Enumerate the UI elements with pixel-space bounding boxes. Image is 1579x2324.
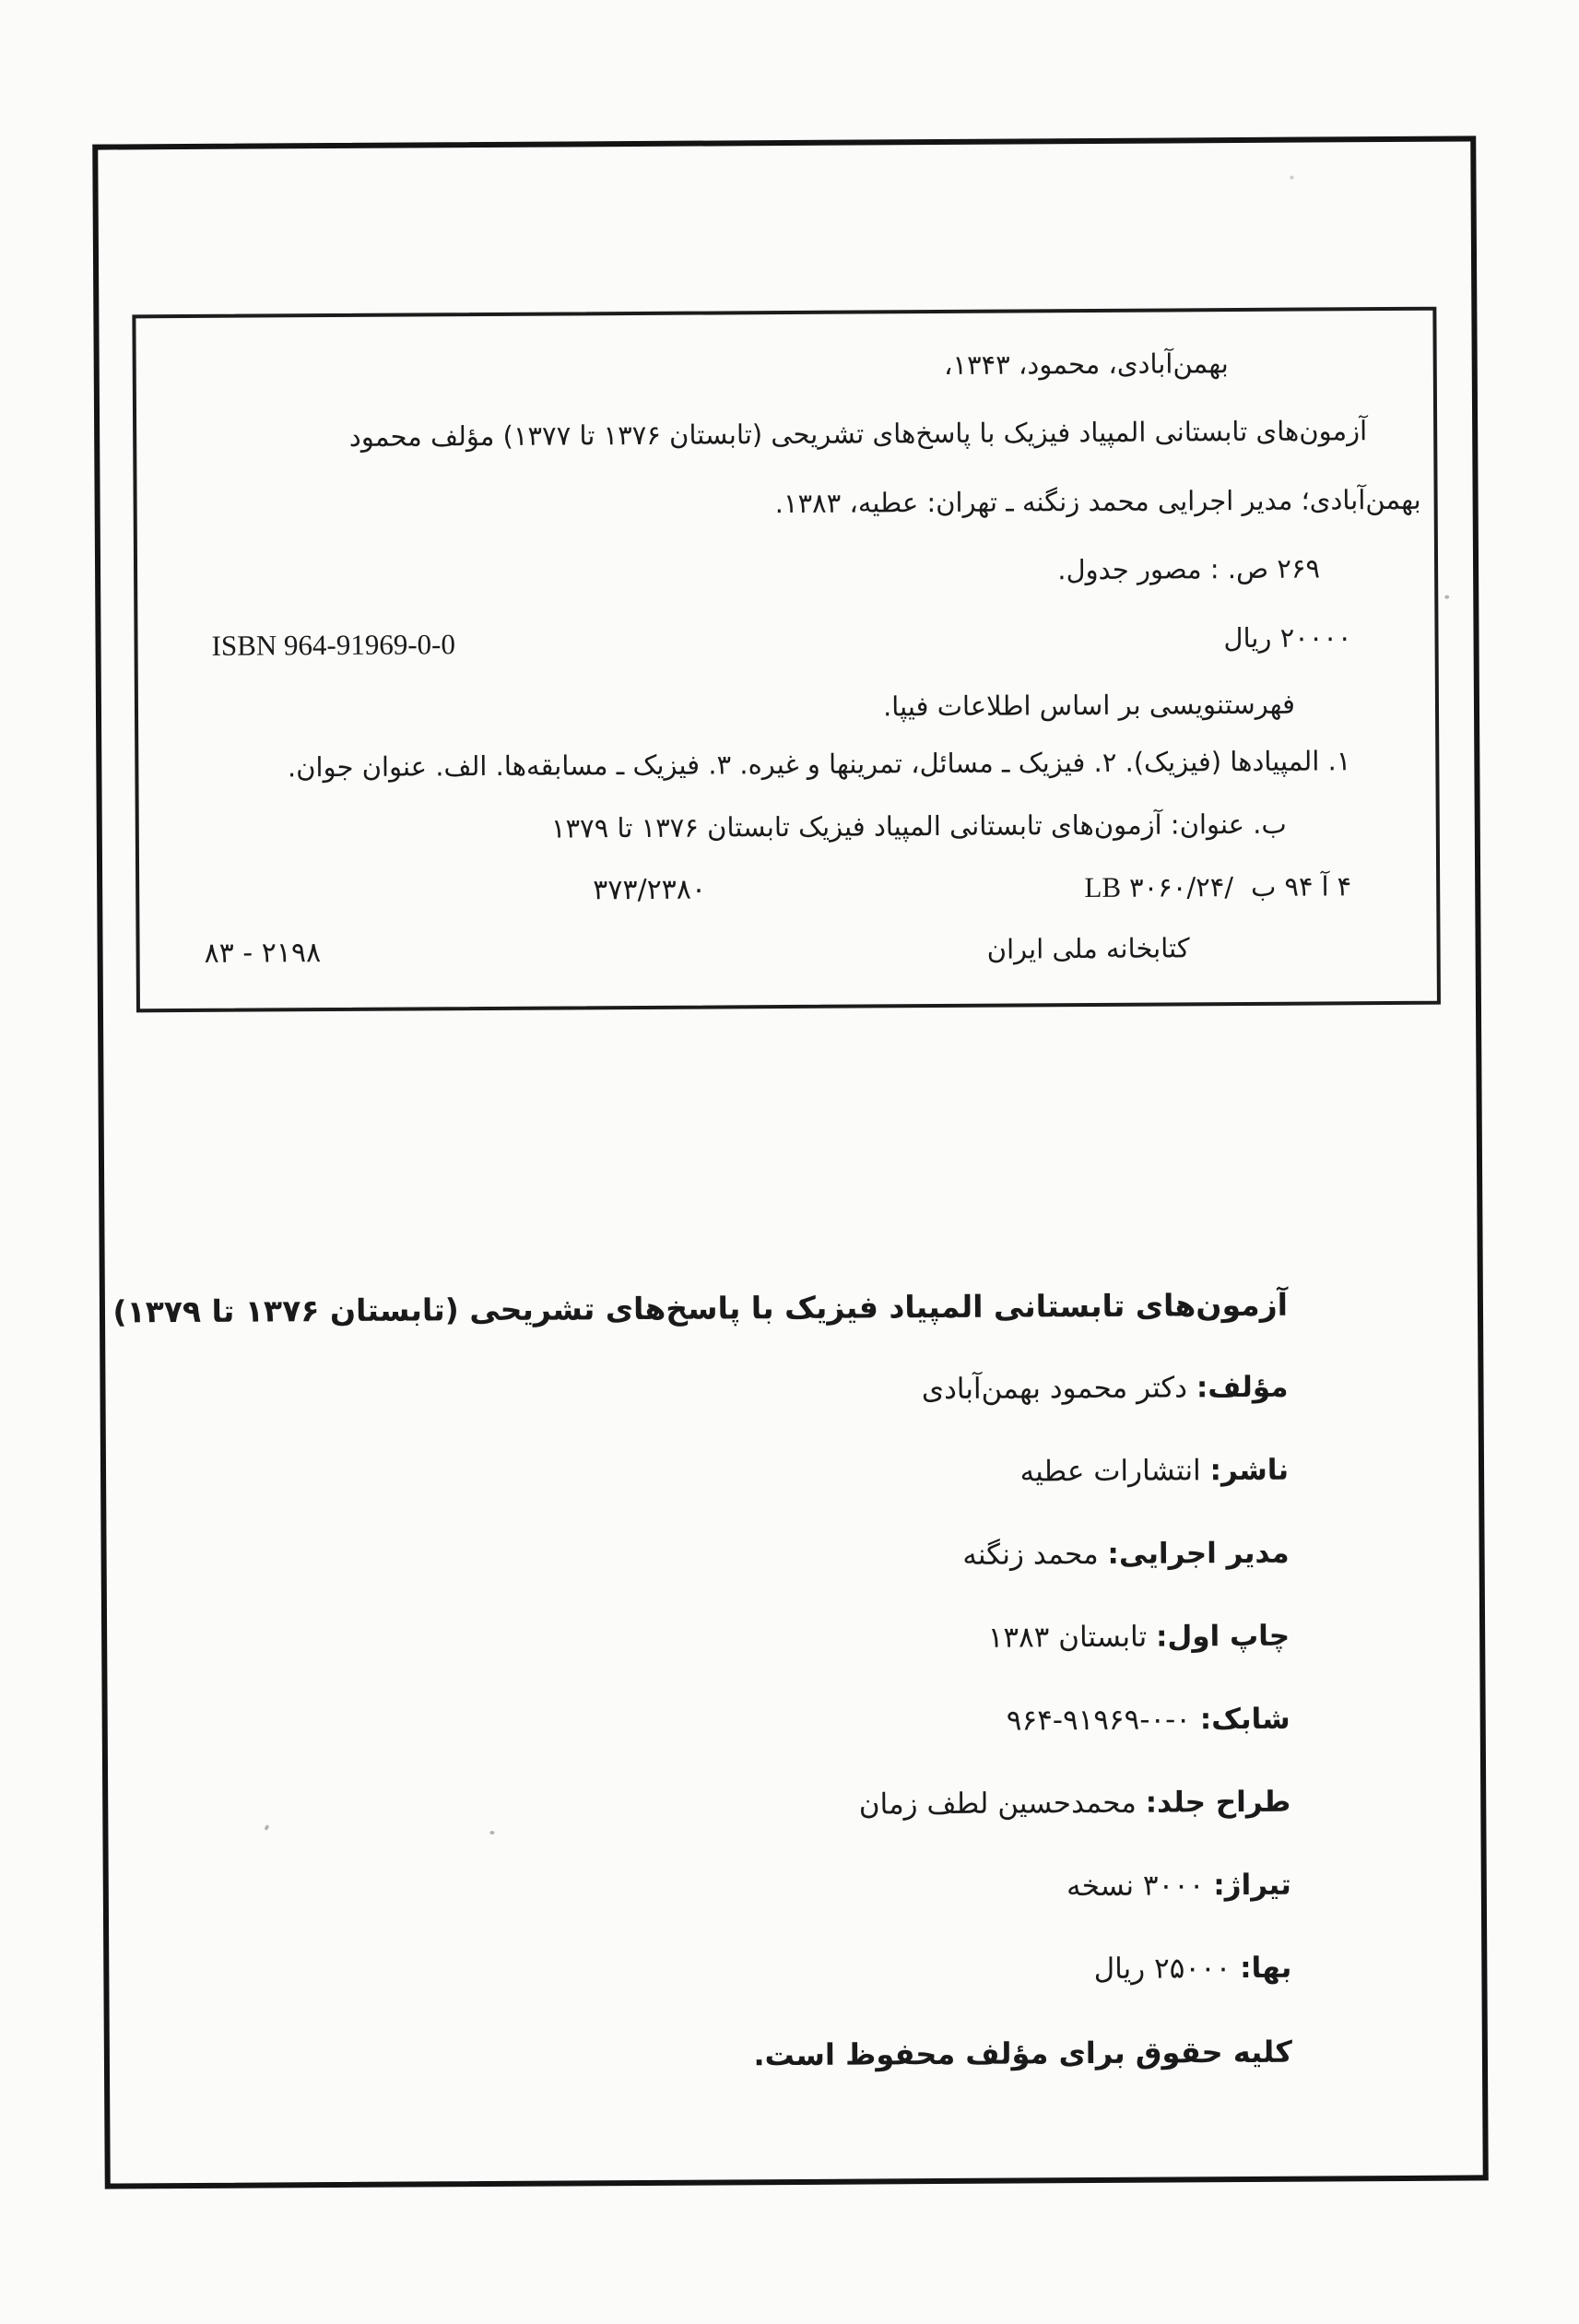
isbn-value: ۹۶۴-۹۱۹۶۹-۰-۰: [1006, 1703, 1192, 1738]
pub-row-isbn: [163, 1702, 1290, 1743]
pub-row-executive-director: [162, 1536, 1290, 1577]
cip-record-number: ۸۳ - ۲۱۹۸: [204, 937, 322, 970]
isbn-label: شابک:: [1199, 1702, 1290, 1737]
cip-title-statement-continued: بهمن‌آبادی؛ مدیر اجرایی محمد زنگنه ـ تهران: عطیه، ۱۳۸۳.: [774, 483, 1421, 520]
pub-row-publisher: [161, 1453, 1289, 1494]
page-border: [92, 136, 1489, 2188]
cip-price: ۲۰۰۰۰ ریال: [1223, 621, 1352, 655]
cover-designer-label: طراح جلد:: [1145, 1785, 1291, 1820]
scan-noise-speck: [1290, 176, 1293, 180]
author-label: مؤلف:: [1196, 1370, 1289, 1405]
pub-row-print-run: [164, 1868, 1291, 1909]
cover-designer-value: محمدحسین لطف زمان: [858, 1786, 1137, 1822]
price-value: ۲۵۰۰۰ ریال: [1093, 1952, 1231, 1987]
book-title: آزمون‌های تابستانی المپیاد فیزیک با پاسخ‌های تشریحی (تابستان ۱۳۷۶ تا ۱۳۷۹): [112, 1286, 1289, 1330]
publisher-label: ناشر:: [1209, 1453, 1290, 1488]
first-edition-value: تابستان ۱۳۸۳: [987, 1620, 1148, 1655]
rights-notice: کلیه حقوق برای مؤلف محفوظ است.: [753, 2034, 1293, 2073]
cip-fipa-note: فهرستنویسی بر اساس اطلاعات فیپا.: [882, 688, 1296, 723]
lc-work-letter: آ: [1321, 870, 1329, 902]
author-value: دکتر محمود بهمن‌آبادی: [921, 1371, 1188, 1407]
cip-collation: ۲۶۹ ص. : مصور جدول.: [1057, 552, 1321, 586]
cip-national-library: کتابخانه ملی ایران: [986, 932, 1190, 965]
scan-noise-speck: [489, 1831, 494, 1834]
cip-lc-call-number: [1084, 867, 1351, 906]
lc-class-number: ۳۰۶۰/۲۴/: [1128, 871, 1234, 903]
cip-title-statement: آزمون‌های تابستانی المپیاد فیزیک با پاسخ‌های تشریحی (تابستان ۱۳۷۶ تا ۱۳۷۷) مؤلف محمود: [348, 415, 1368, 453]
cip-dewey-number: ۳۷۳/۲۳۸۰: [593, 873, 707, 907]
first-edition-label: چاپ اول:: [1155, 1619, 1290, 1654]
lc-work-number: ۴: [1337, 870, 1352, 902]
cip-catalog-box: [132, 307, 1441, 1013]
lc-cutter-number: ۹۴: [1284, 870, 1314, 902]
cip-author-heading: بهمن‌آبادی، محمود، ۱۳۴۳،: [943, 348, 1229, 381]
cip-isbn-latin: ISBN 964-91969-0-0: [211, 628, 456, 662]
pub-row-first-edition: [162, 1619, 1290, 1660]
executive-director-value: محمد زنگنه: [962, 1537, 1099, 1572]
cip-subject-entries: ۱. المپیادها (فیزیک). ۲. فیزیک ـ مسائل، تمرینها و غیره. ۳. فیزیک ـ مسابقه‌ها. الف. عنوان جوان.: [287, 745, 1351, 784]
lc-class-prefix: LB: [1084, 870, 1122, 904]
print-run-label: تیراژ:: [1213, 1868, 1291, 1903]
pub-row-author: [160, 1370, 1288, 1411]
print-run-value: ۳۰۰۰ نسخه: [1066, 1869, 1205, 1904]
scan-noise-speck: [1444, 596, 1449, 599]
pub-row-price: [164, 1951, 1291, 1992]
pub-row-cover-designer: [163, 1785, 1290, 1826]
publisher-value: انتشارات عطیه: [1019, 1454, 1201, 1489]
executive-director-label: مدیر اجرایی:: [1107, 1536, 1290, 1571]
publication-info-section: [112, 1286, 1293, 2077]
price-label: بها:: [1240, 1951, 1292, 1986]
cip-added-title-entry: ب. عنوان: آزمون‌های تابستانی المپیاد فیزیک تابستان ۱۳۷۶ تا ۱۳۷۹: [550, 808, 1287, 844]
lc-cutter-letter: ب: [1250, 870, 1277, 902]
